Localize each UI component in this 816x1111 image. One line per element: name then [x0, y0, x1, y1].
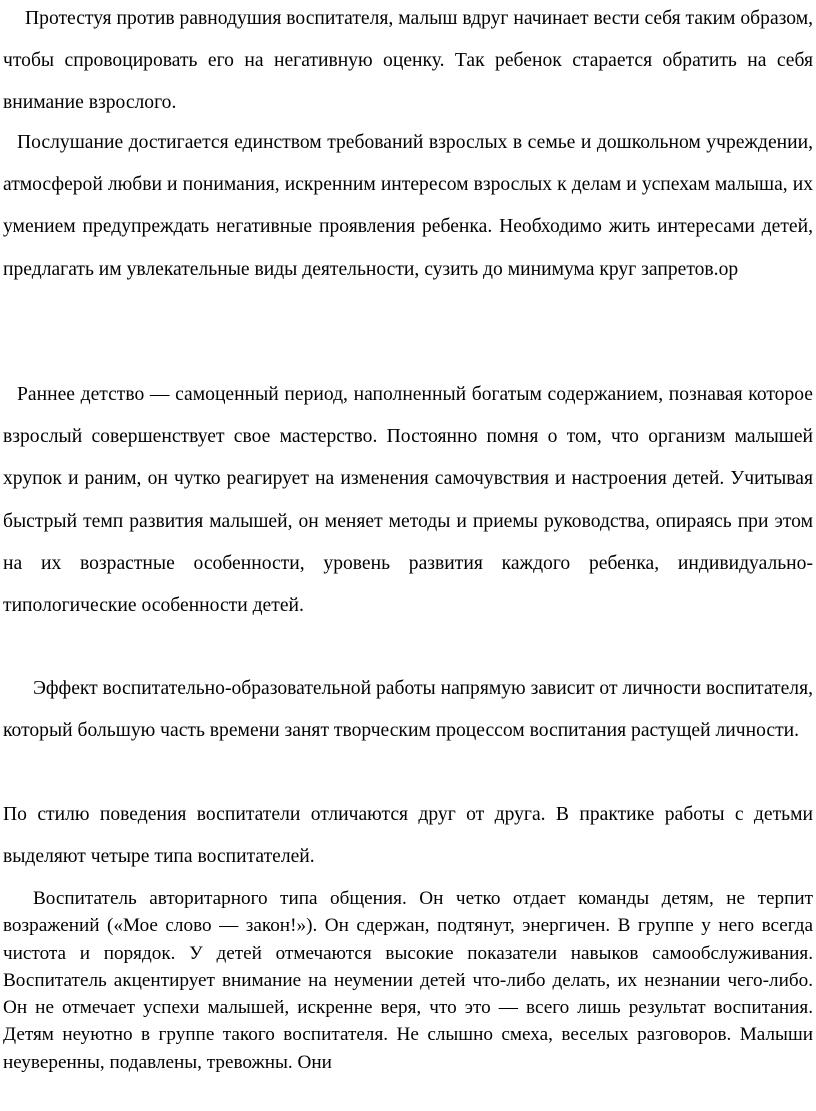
paragraph-styles: По стилю поведения воспитатели отличаются друг от друга. В практике работы с детьми выделяют четыре типа воспитателей.	[3, 804, 813, 868]
paragraph-authoritarian: Воспитатель авторитарного типа общения. Он четко отдает команды детям, не терпит возражений («Мое слово — закон!»). Он сдержан, подтянут, энергичен. В группе у него всегда чистота и порядок. У детей отмечаются высокие показатели навыков самообслуживания. Воспитатель акцентирует внимание на неумении детей что-либо делать, их незнании чего-либо. Он не отмечает успехи малышей, искренне веря, что это — всего лишь результат воспитания. Детям неуютно в группе такого воспитателя. Не слышно смеха, веселых разговоров. Малыши неуверенны, подавлены, тревожны. Они	[3, 888, 813, 1073]
paragraph-effect: Эффект воспитательно-образовательной работы напрямую зависит от личности воспитателя, который большую часть времени занят творческим процессом воспитания растущей личности.	[3, 678, 813, 742]
paragraph-protest: Протестуя против равнодушия воспитателя, малыш вдруг начинает вести себя таким образом, чтобы спровоцировать его на негативную оценку. Так ребенок старается обратить на себя внимание взрослого.	[3, 8, 813, 114]
paragraph-early-childhood: Раннее детство — самоценный период, наполненный богатым содержанием, познавая которое взрослый совершенствует свое мастерство. Постоянно помня о том, что организм малышей хрупок и раним, он чутко реагирует на изменения самочувствия и настроения детей. Учитывая быстрый темп развития малышей, он меняет методы и приемы руководства, опираясь при этом на их возрастные особенности, уровень развития каждого ребенка, индивидуально-типологические особенности детей.	[3, 384, 813, 617]
paragraph-obedience: Послушание достигается единством требований взрослых в семье и дошкольном учреждении, атмосферой любви и понимания, искренним интересом взрослых к делам и успехам малыша, их умением предупреждать негативные проявления ребенка. Необходимо жить интересами детей, предлагать им увлекательные виды деятельности, сузить до минимума круг запретов.ор	[3, 132, 813, 280]
